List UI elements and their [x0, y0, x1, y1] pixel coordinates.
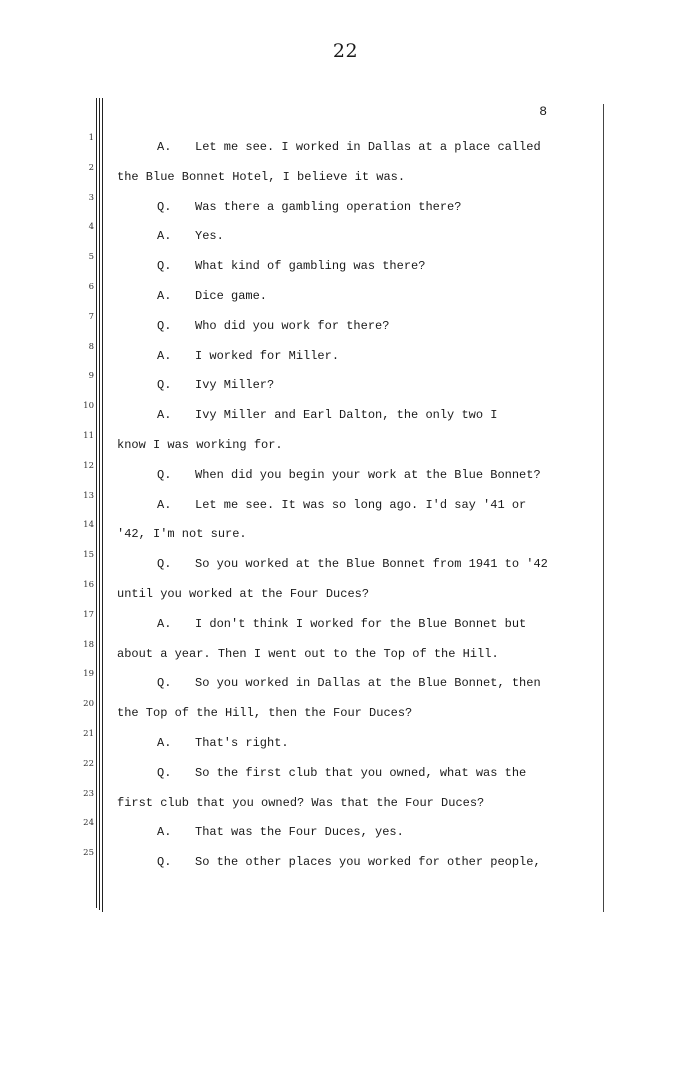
line-text: When did you begin your work at the Blue Bonnet? [195, 467, 541, 482]
transcript-line [117, 167, 587, 197]
line-text: until you worked at the Four Duces? [117, 586, 370, 601]
line-number: 11 [83, 430, 94, 441]
transcript-line [117, 763, 587, 793]
speaker-label: Q. [157, 378, 172, 393]
line-number: 13 [83, 490, 94, 501]
transcript-line [117, 852, 587, 882]
speaker-label: A. [157, 825, 172, 840]
line-text: Yes. [195, 229, 224, 244]
speaker-label: Q. [157, 765, 172, 780]
left-margin-rule [102, 98, 103, 912]
line-text: So you worked in Dallas at the Blue Bonnet, then [195, 676, 541, 691]
speaker-label: Q. [157, 318, 172, 333]
transcript-line [117, 703, 587, 733]
speaker-label: A. [157, 616, 172, 631]
line-text: That's right. [195, 735, 289, 750]
right-margin-rule [603, 104, 604, 912]
line-text: the Top of the Hill, then the Four Duces? [117, 706, 413, 721]
transcript-line [117, 435, 587, 465]
speaker-label: A. [157, 408, 172, 423]
line-number: 12 [83, 460, 94, 471]
line-number: 5 [88, 252, 94, 263]
line-number: 3 [88, 192, 94, 203]
line-text: Ivy Miller and Earl Dalton, the only two I [195, 408, 498, 423]
transcript-line [117, 316, 587, 346]
speaker-label: A. [157, 288, 172, 303]
line-text: Let me see. I worked in Dallas at a place called [195, 140, 541, 154]
line-number: 20 [83, 699, 94, 710]
line-text: That was the Four Duces, yes. [195, 825, 404, 840]
transcript-line [117, 137, 587, 167]
speaker-label: A. [157, 140, 172, 154]
transcript-line [117, 495, 587, 525]
line-number: 21 [83, 728, 94, 739]
transcript-body [117, 137, 587, 882]
line-text: I don't think I worked for the Blue Bonnet but [195, 616, 527, 631]
line-text: So the other places you worked for other people, [195, 855, 541, 870]
line-number: 1 [88, 133, 94, 143]
line-number-column [78, 133, 94, 878]
line-text: So the first club that you owned, what was the [195, 765, 527, 780]
line-number: 8 [88, 341, 94, 352]
transcript-line [117, 197, 587, 227]
transcript-line [117, 733, 587, 763]
line-number: 10 [83, 401, 94, 412]
speaker-label: Q. [157, 199, 172, 214]
transcript-line [117, 524, 587, 554]
line-number: 4 [88, 222, 94, 233]
left-margin-rule [99, 98, 100, 910]
page-number: 22 [332, 40, 359, 62]
transcript-line [117, 673, 587, 703]
line-text: Was there a gambling operation there? [195, 199, 462, 214]
line-number: 18 [83, 639, 94, 650]
transcript-line [117, 256, 587, 286]
speaker-label: A. [157, 497, 172, 512]
speaker-label: Q. [157, 259, 172, 274]
line-number: 23 [83, 788, 94, 799]
line-number: 19 [83, 669, 94, 680]
line-text: first club that you owned? Was that the Four Duces? [117, 795, 485, 810]
line-number: 17 [83, 609, 94, 620]
line-number: 16 [83, 579, 94, 590]
line-text: Dice game. [195, 288, 268, 303]
transcript-line [117, 465, 587, 495]
line-text: Who did you work for there? [195, 318, 390, 333]
line-number: 2 [88, 162, 94, 173]
speaker-label: A. [157, 229, 172, 244]
transcript-line [117, 286, 587, 316]
line-number: 25 [83, 848, 94, 859]
transcript-line [117, 375, 587, 405]
transcript-line [117, 554, 587, 584]
line-text: I worked for Miller. [195, 348, 340, 363]
line-text: about a year. Then I went out to the Top of the Hill. [117, 646, 499, 661]
line-text: Let me see. It was so long ago. I'd say '41 or [195, 497, 527, 512]
speaker-label: Q. [157, 855, 172, 870]
line-number: 24 [83, 818, 94, 829]
speaker-label: Q. [157, 676, 172, 691]
transcript-line [117, 614, 587, 644]
line-text: What kind of gambling was there? [195, 259, 426, 274]
speaker-label: A. [157, 348, 172, 363]
line-number: 9 [88, 371, 94, 382]
line-text: know I was working for. [117, 437, 283, 452]
line-number: 14 [83, 520, 94, 531]
transcript-line [117, 793, 587, 823]
line-number: 15 [83, 550, 94, 561]
transcript-line [117, 405, 587, 435]
line-text: So you worked at the Blue Bonnet from 1941 to '42 [195, 557, 548, 572]
line-text: '42, I'm not sure. [117, 527, 247, 542]
line-number: 7 [88, 311, 94, 322]
speaker-label: Q. [157, 467, 172, 482]
transcript-line [117, 346, 587, 376]
transcript-line [117, 644, 587, 674]
line-number: 6 [88, 281, 94, 292]
line-text: Ivy Miller? [195, 378, 275, 393]
transcript-page-number: 8 [539, 104, 547, 119]
line-number: 22 [83, 758, 94, 769]
speaker-label: A. [157, 735, 172, 750]
left-margin-rule [96, 98, 97, 908]
line-text: the Blue Bonnet Hotel, I believe it was. [117, 169, 406, 184]
transcript-line [117, 226, 587, 256]
transcript-line [117, 584, 587, 614]
speaker-label: Q. [157, 557, 172, 572]
transcript-line [117, 822, 587, 852]
